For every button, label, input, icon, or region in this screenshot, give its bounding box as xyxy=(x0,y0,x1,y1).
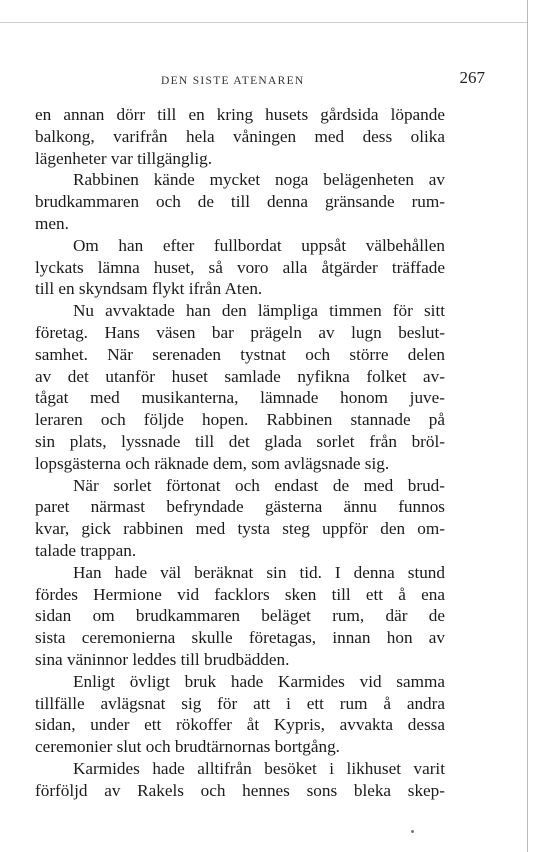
text-line: Rabbinen kände mycket noga belägenheten av xyxy=(73,170,445,190)
text-line: lopsgästerna och räknade dem, som avlägsnade sig. xyxy=(35,453,390,473)
text-line: kvar, gick rabbinen med tysta steg uppför den om- xyxy=(35,519,445,539)
text-line: sidan, under ett rökoffer åt Kypris, avvakta dessa xyxy=(35,715,445,735)
text-line: Karmides hade alltifrån besöket i likhuset varit xyxy=(73,758,445,778)
text-line: förföljd av Rakels och hennes sons bleka skep- xyxy=(35,780,445,800)
page-number: 267 xyxy=(459,68,485,87)
text-line: tågat med musikanterna, lämnade honom juve- xyxy=(35,388,445,408)
text-line: sina väninnor leddes till brudbädden. xyxy=(35,649,290,669)
text-line: paret närmast befryndade gästerna ännu funnos xyxy=(35,497,445,517)
body-text xyxy=(35,104,445,802)
text-line: Om han efter fullbordat uppsåt välbehållen xyxy=(73,235,445,255)
text-line: ceremonier slut och brudtärnornas bortgång. xyxy=(35,737,340,757)
text-line: en annan dörr till en kring husets gårdsida löpande xyxy=(35,105,445,124)
text-line: sidan om brudkammaren beläget rum, där de xyxy=(35,606,445,626)
running-head: DEN SISTE ATENAREN xyxy=(161,75,305,87)
text-line: leraren och följde hopen. Rabbinen stannade på xyxy=(35,410,445,430)
page-header xyxy=(35,68,485,90)
text-line: tillfälle avlägsnat sig för att i ett rum å andra xyxy=(35,693,445,713)
text-line: talade trappan. xyxy=(35,540,137,560)
top-rule xyxy=(0,22,527,23)
text-line: företag. Hans väsen bar prägeln av lugn beslut- xyxy=(35,322,445,342)
text-line: sista ceremonierna skulle företagas, innan hon av xyxy=(35,628,445,648)
text-line: lyckats lämna huset, så voro alla åtgärder träffade xyxy=(35,257,445,277)
text-line: Enligt övligt bruk hade Karmides vid samma xyxy=(73,671,445,691)
text-line: Han hade väl beräknat sin tid. I denna stund xyxy=(73,562,445,582)
text-line: När sorlet förtonat och endast de med brud- xyxy=(73,475,445,495)
speck-mark xyxy=(411,830,414,833)
text-line: av det utanför huset samlade nyfikna folket av- xyxy=(35,366,445,386)
text-line: brudkammaren och de till denna gränsande rum- xyxy=(35,192,445,212)
text-line: men. xyxy=(35,213,69,233)
text-line: lägenheter var tillgänglig. xyxy=(35,148,213,168)
text-line: samhet. När serenaden tystnat och större delen xyxy=(35,344,445,364)
text-line: balkong, varifrån hela våningen med dess olika xyxy=(35,126,445,146)
text-line: till en skyndsam flykt ifrån Aten. xyxy=(35,279,263,299)
page-edge xyxy=(527,0,528,852)
text-line: Nu avvaktade han den lämpliga timmen för sitt xyxy=(73,301,445,321)
text-line: sin plats, lyssnade till det glada sorlet från bröl- xyxy=(35,431,445,451)
text-line: fördes Hermione vid facklors sken till ett å ena xyxy=(35,584,445,604)
